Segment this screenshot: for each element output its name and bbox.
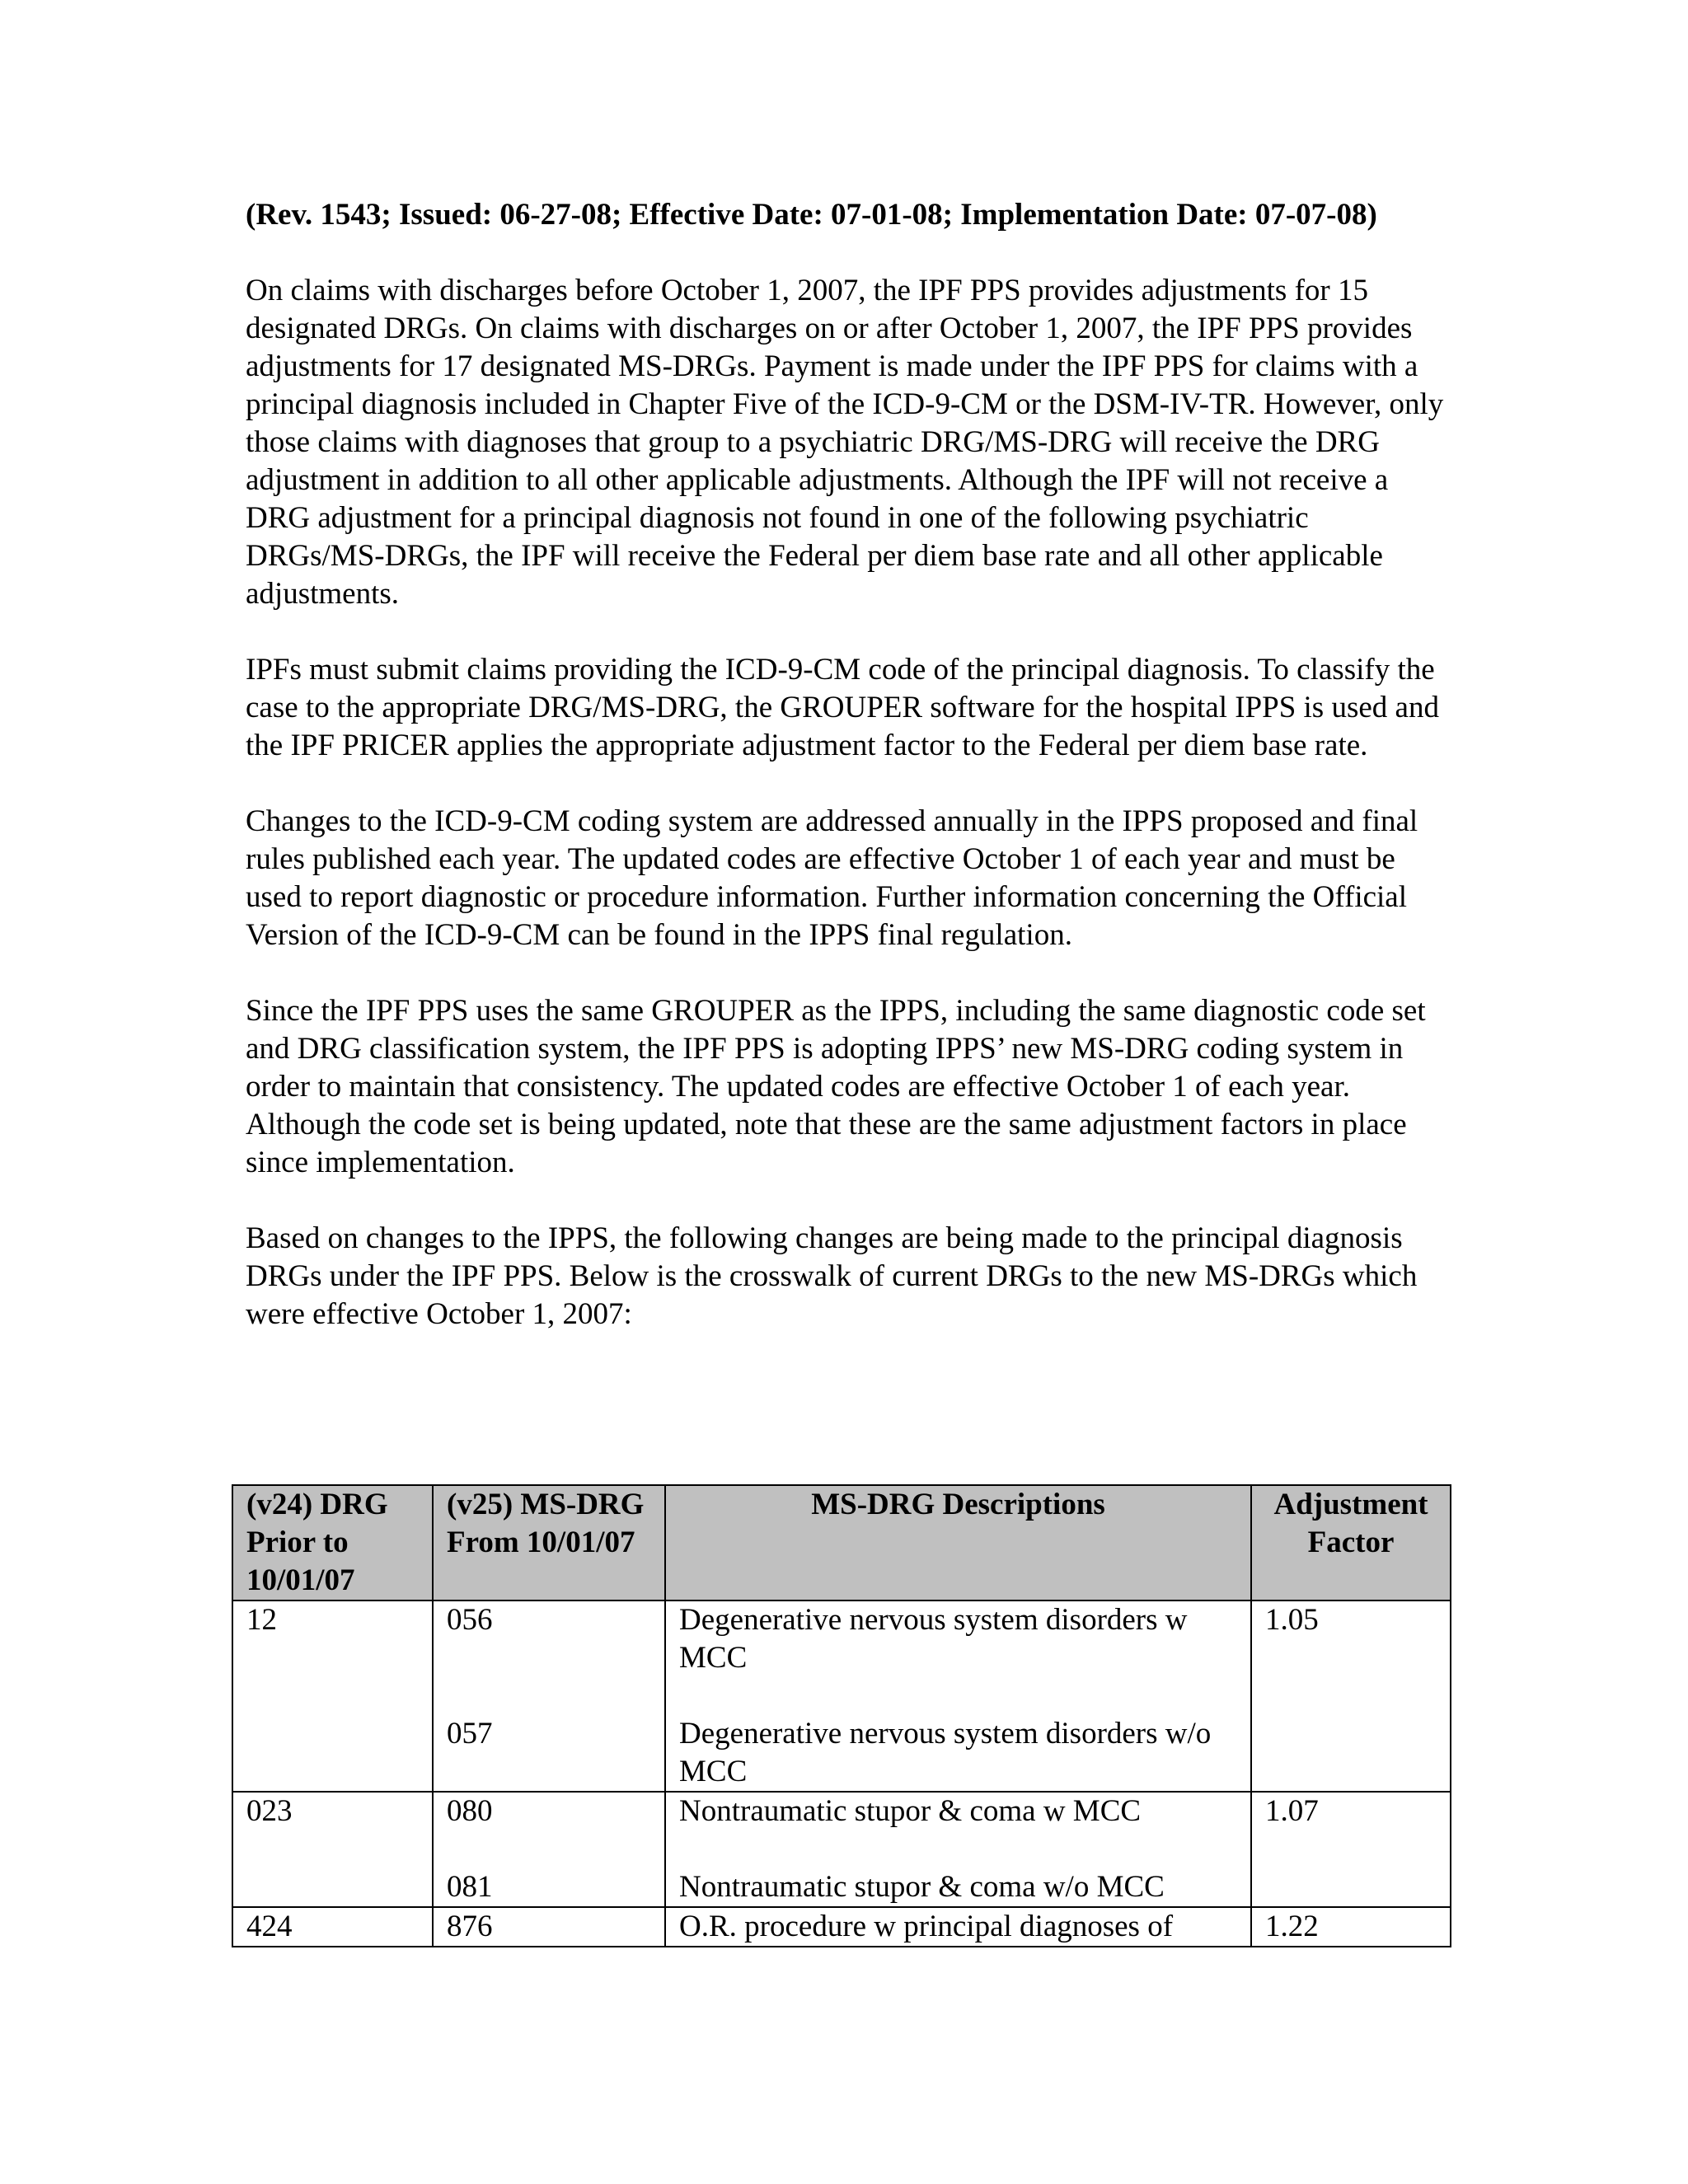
- header-ms-drg-descriptions: MS-DRG Descriptions: [665, 1485, 1251, 1601]
- ms-drg-code: 056: [447, 1603, 493, 1637]
- paragraph-claims-submission: IPFs must submit claims providing the ICD-9-CM code of the principal diagnosis. To classify the case to the appropriate DRG/MS-DRG, the GROUPER software for the hospital IPPS is used and the IPF PRICER applies the appropriate adjustment factor to the Federal per diem base rate.: [246, 653, 1439, 762]
- ms-drg-description: Degenerative nervous system disorders w/o MCC: [679, 1717, 1212, 1788]
- cell-ms-drg: 876: [433, 1907, 665, 1947]
- ms-drg-description: Nontraumatic stupor & coma w MCC: [679, 1794, 1142, 1828]
- ms-drg-code: 080: [447, 1794, 493, 1828]
- cell-ms-drg: [433, 1601, 665, 1792]
- ms-drg-description: Degenerative nervous system disorders w MCC: [679, 1603, 1188, 1675]
- ms-drg-code: 057: [447, 1717, 493, 1750]
- ms-drg-code: 081: [447, 1870, 493, 1904]
- paragraph-grouper-consistency: Since the IPF PPS uses the same GROUPER as the IPPS, including the same diagnostic code set and DRG classification system, the IPF PPS is adopting IPPS’ new MS-DRG coding system in order to maintain that consistency. The updated codes are effective October 1 of each year. Although the code set is being updated, note that these are the same adjustment factors in place since implementation.: [246, 994, 1426, 1179]
- cell-drg: 023: [232, 1792, 433, 1907]
- cell-drg: 424: [232, 1907, 433, 1947]
- paragraph-drg-adjustments: On claims with discharges before October 1, 2007, the IPF PPS provides adjustments for 15 designated DRGs. On claims with discharges on or after October 1, 2007, the IPF PPS provides adjustments for 17 designated MS-DRGs. Payment is made under the IPF PPS for claims with a principal diagnosis included in Chapter Five of the ICD-9-CM or the DSM-IV-TR. However, only those claims with diagnoses that group to a psychiatric DRG/MS-DRG will receive the DRG adjustment in addition to all other applicable adjustments. Although the IPF will not receive a DRG adjustment for a principal diagnosis not found in one of the following psychiatric DRGs/MS-DRGs, the IPF will receive the Federal per diem base rate and all other applicable adjustments.: [246, 274, 1444, 611]
- table-header-row: [232, 1485, 1451, 1601]
- drg-crosswalk-table: [232, 1484, 1451, 1947]
- header-adjustment-factor: Adjustment Factor: [1251, 1485, 1451, 1601]
- paragraph-coding-changes: Changes to the ICD-9-CM coding system are addressed annually in the IPPS proposed and final rules published each year. The updated codes are effective October 1 of each year and must be used to report diagnostic or procedure information. Further information concerning the Official Version of the ICD-9-CM can be found in the IPPS final regulation.: [246, 804, 1418, 952]
- cell-ms-drg: [433, 1792, 665, 1907]
- paragraph-crosswalk-intro: Based on changes to the IPPS, the following changes are being made to the principal diagnosis DRGs under the IPF PPS. Below is the crosswalk of current DRGs to the new MS-DRGs which were effective October 1, 2007:: [246, 1221, 1418, 1331]
- revision-heading: (Rev. 1543; Issued: 06-27-08; Effective Date: 07-01-08; Implementation Date: 07-07-08): [246, 198, 1377, 232]
- header-v25-ms-drg: (v25) MS-DRG From 10/01/07: [433, 1485, 665, 1601]
- header-v24-drg: (v24) DRG Prior to 10/01/07: [232, 1485, 433, 1601]
- table-row: [232, 1792, 1451, 1907]
- cell-description: [665, 1792, 1251, 1907]
- table-row: [232, 1601, 1451, 1792]
- cell-adjustment-factor: 1.07: [1251, 1792, 1451, 1907]
- cell-adjustment-factor: 1.22: [1251, 1907, 1451, 1947]
- ms-drg-description: Nontraumatic stupor & coma w/o MCC: [679, 1870, 1165, 1904]
- cell-adjustment-factor: 1.05: [1251, 1601, 1451, 1792]
- document-body: [246, 196, 1449, 1333]
- table-row: [232, 1907, 1451, 1947]
- cell-description: [665, 1601, 1251, 1792]
- cell-drg: 12: [232, 1601, 433, 1792]
- cell-description: O.R. procedure w principal diagnoses of: [665, 1907, 1251, 1947]
